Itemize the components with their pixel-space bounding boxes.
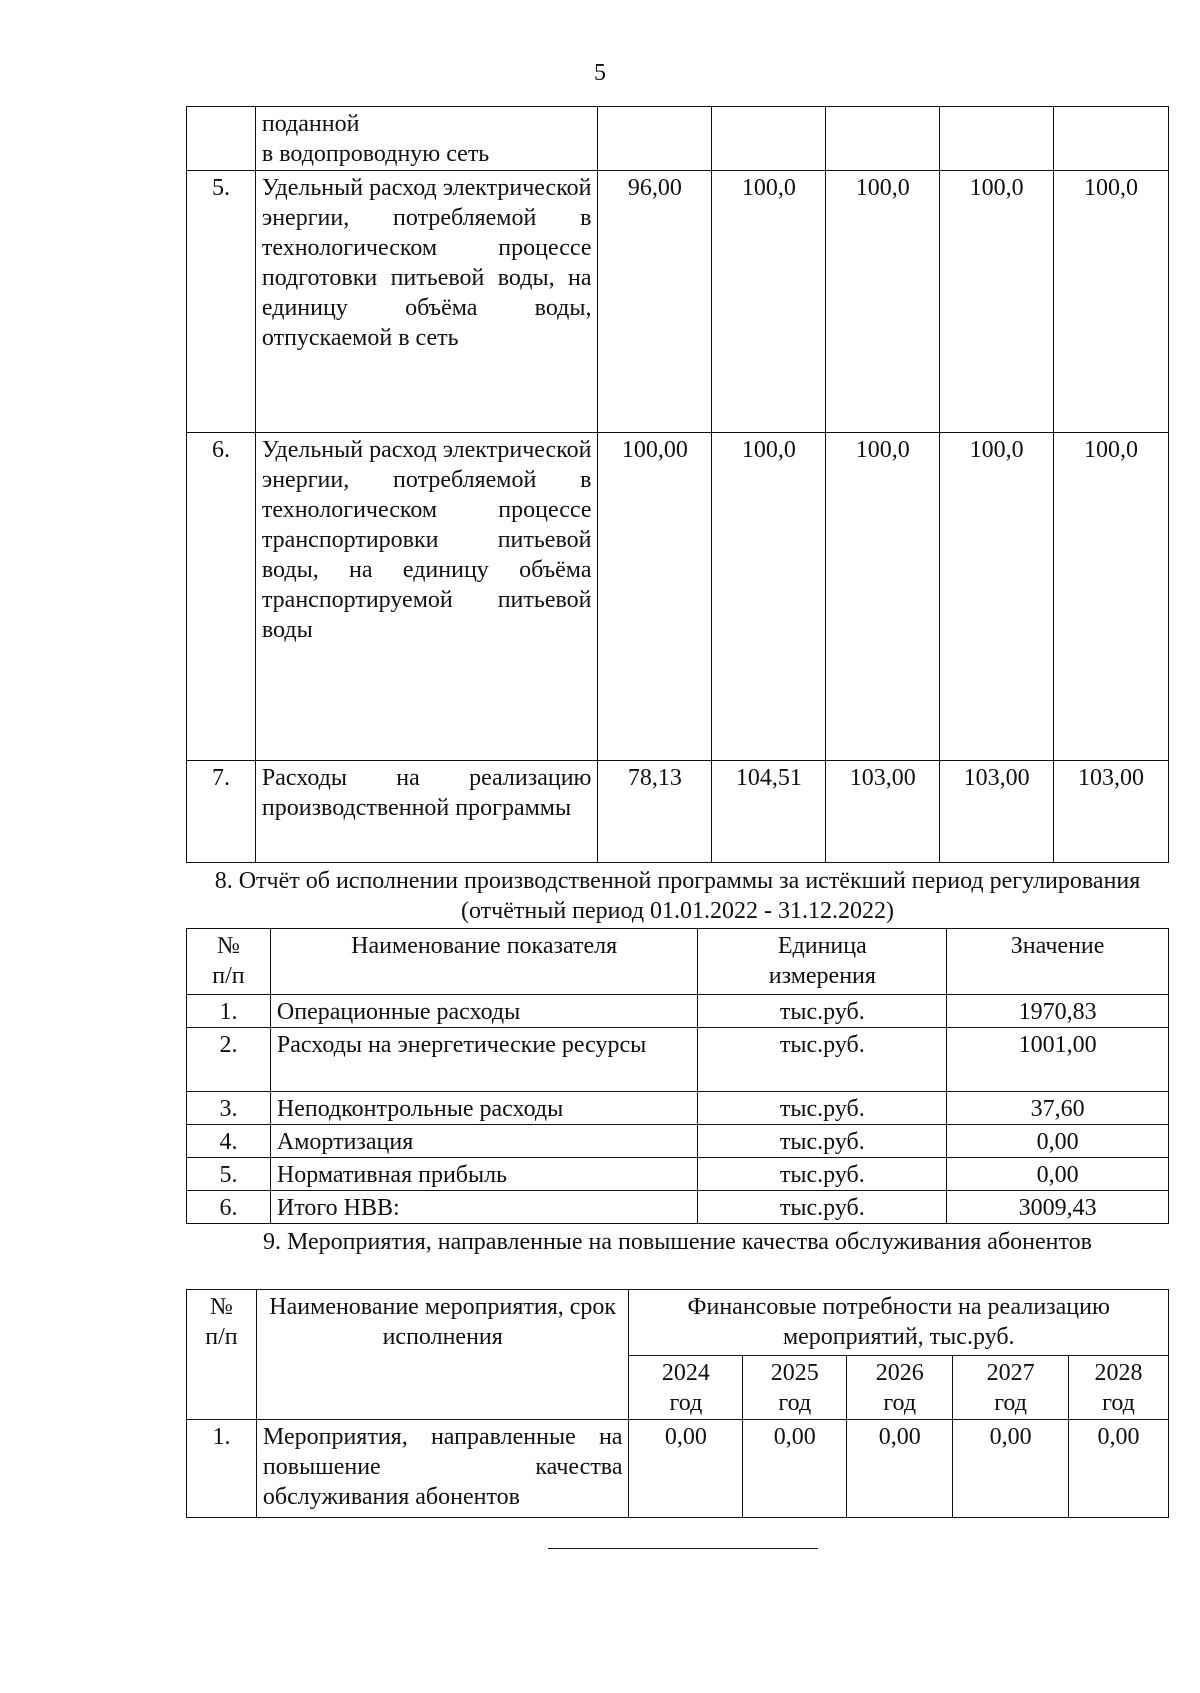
unit-cell: тыс.руб. <box>698 1158 947 1191</box>
unit-cell: тыс.руб. <box>698 1092 947 1125</box>
closing-divider <box>548 1548 818 1549</box>
indicator-name: Расходы на энергетические ресурсы <box>270 1028 698 1092</box>
header-year: 2028 год <box>1069 1356 1169 1420</box>
section-9-heading: 9. Мероприятия, направленные на повышение качества обслуживания абонентов <box>263 1229 1092 1255</box>
table-header-row <box>187 929 1169 995</box>
value-cell <box>712 107 826 171</box>
value-cell: 100,0 <box>1054 171 1169 433</box>
service-quality-measures-table <box>186 1289 1169 1518</box>
header-year: 2025 год <box>743 1356 847 1420</box>
header-year: 2024 год <box>629 1356 743 1420</box>
header-year: 2026 год <box>847 1356 953 1420</box>
value-cell: 96,00 <box>598 171 712 433</box>
header-unit: Единица измерения <box>698 929 947 995</box>
row-number: 1. <box>187 995 271 1028</box>
value-cell <box>826 107 940 171</box>
value-cell: 78,13 <box>598 761 712 863</box>
header-finance: Финансовые потребности на реализацию мероприятий, тыс.руб. <box>629 1290 1169 1356</box>
value-cell: 100,0 <box>940 171 1054 433</box>
row-number: 6. <box>187 433 256 761</box>
table-row <box>187 1420 1169 1518</box>
value-cell <box>940 107 1054 171</box>
row-number <box>187 107 256 171</box>
row-number: 4. <box>187 1125 271 1158</box>
indicators-table-continued <box>186 106 1169 863</box>
value-cell: 0,00 <box>947 1125 1169 1158</box>
table-row <box>187 433 1169 761</box>
value-cell: 104,51 <box>712 761 826 863</box>
indicator-name: Операционные расходы <box>270 995 698 1028</box>
value-cell: 100,0 <box>940 433 1054 761</box>
table-row <box>187 1158 1169 1191</box>
value-cell: 0,00 <box>947 1158 1169 1191</box>
section-8-heading: 8. Отчёт об исполнении производственной программы за истёкший период регулирования (отчётный период 01.01.2022 - 31.12.2022) <box>214 868 1141 924</box>
value-cell: 100,0 <box>712 171 826 433</box>
measure-name: Мероприятия, направленные на повышение качества обслуживания абонентов <box>256 1420 629 1518</box>
unit-cell: тыс.руб. <box>698 1125 947 1158</box>
value-cell: 100,00 <box>598 433 712 761</box>
table-row <box>187 1125 1169 1158</box>
value-cell: 100,0 <box>826 433 940 761</box>
indicator-name: Удельный расход электрической энергии, потребляемой в технологическом процессе транспортировки питьевой воды, на единицу объёма транспортируемой питьевой воды <box>255 433 598 761</box>
row-number: 3. <box>187 1092 271 1125</box>
value-cell: 0,00 <box>629 1420 743 1518</box>
value-cell: 1970,83 <box>947 995 1169 1028</box>
page-number: 5 <box>594 60 606 86</box>
table-header-row <box>187 1290 1169 1356</box>
value-cell: 0,00 <box>847 1420 953 1518</box>
value-cell: 100,0 <box>1054 433 1169 761</box>
value-cell: 37,60 <box>947 1092 1169 1125</box>
unit-cell: тыс.руб. <box>698 1028 947 1092</box>
row-number: 2. <box>187 1028 271 1092</box>
table-row <box>187 1191 1169 1224</box>
value-cell <box>598 107 712 171</box>
header-measure: Наименование мероприятия, срок исполнения <box>256 1290 629 1420</box>
header-year: 2027 год <box>953 1356 1069 1420</box>
value-cell: 100,0 <box>826 171 940 433</box>
value-cell: 0,00 <box>743 1420 847 1518</box>
indicator-name: Расходы на реализацию производственной программы <box>255 761 598 863</box>
value-cell: 0,00 <box>1069 1420 1169 1518</box>
header-number: № п/п <box>187 1290 257 1420</box>
value-cell: 100,0 <box>712 433 826 761</box>
table-row <box>187 761 1169 863</box>
value-cell: 1001,00 <box>947 1028 1169 1092</box>
indicator-name: Итого НВВ: <box>270 1191 698 1224</box>
row-number: 1. <box>187 1420 257 1518</box>
row-number: 5. <box>187 171 256 433</box>
table-row <box>187 1092 1169 1125</box>
table-row <box>187 995 1169 1028</box>
unit-cell: тыс.руб. <box>698 995 947 1028</box>
indicator-name: Амортизация <box>270 1125 698 1158</box>
value-cell: 103,00 <box>1054 761 1169 863</box>
row-number: 7. <box>187 761 256 863</box>
program-report-table <box>186 928 1169 1224</box>
header-value: Значение <box>947 929 1169 995</box>
table-row <box>187 171 1169 433</box>
value-cell: 0,00 <box>953 1420 1069 1518</box>
header-indicator: Наименование показателя <box>270 929 698 995</box>
header-number: № п/п <box>187 929 271 995</box>
value-cell <box>1054 107 1169 171</box>
indicator-name: поданной в водопроводную сеть <box>255 107 598 171</box>
row-number: 6. <box>187 1191 271 1224</box>
value-cell: 103,00 <box>826 761 940 863</box>
table-row <box>187 107 1169 171</box>
value-cell: 103,00 <box>940 761 1054 863</box>
indicator-name: Нормативная прибыль <box>270 1158 698 1191</box>
indicator-name: Удельный расход электрической энергии, потребляемой в технологическом процессе подготовки питьевой воды, на единицу объёма воды, отпускаемой в сеть <box>255 171 598 433</box>
unit-cell: тыс.руб. <box>698 1191 947 1224</box>
row-number: 5. <box>187 1158 271 1191</box>
indicator-name: Неподконтрольные расходы <box>270 1092 698 1125</box>
table-row <box>187 1028 1169 1092</box>
value-cell: 3009,43 <box>947 1191 1169 1224</box>
